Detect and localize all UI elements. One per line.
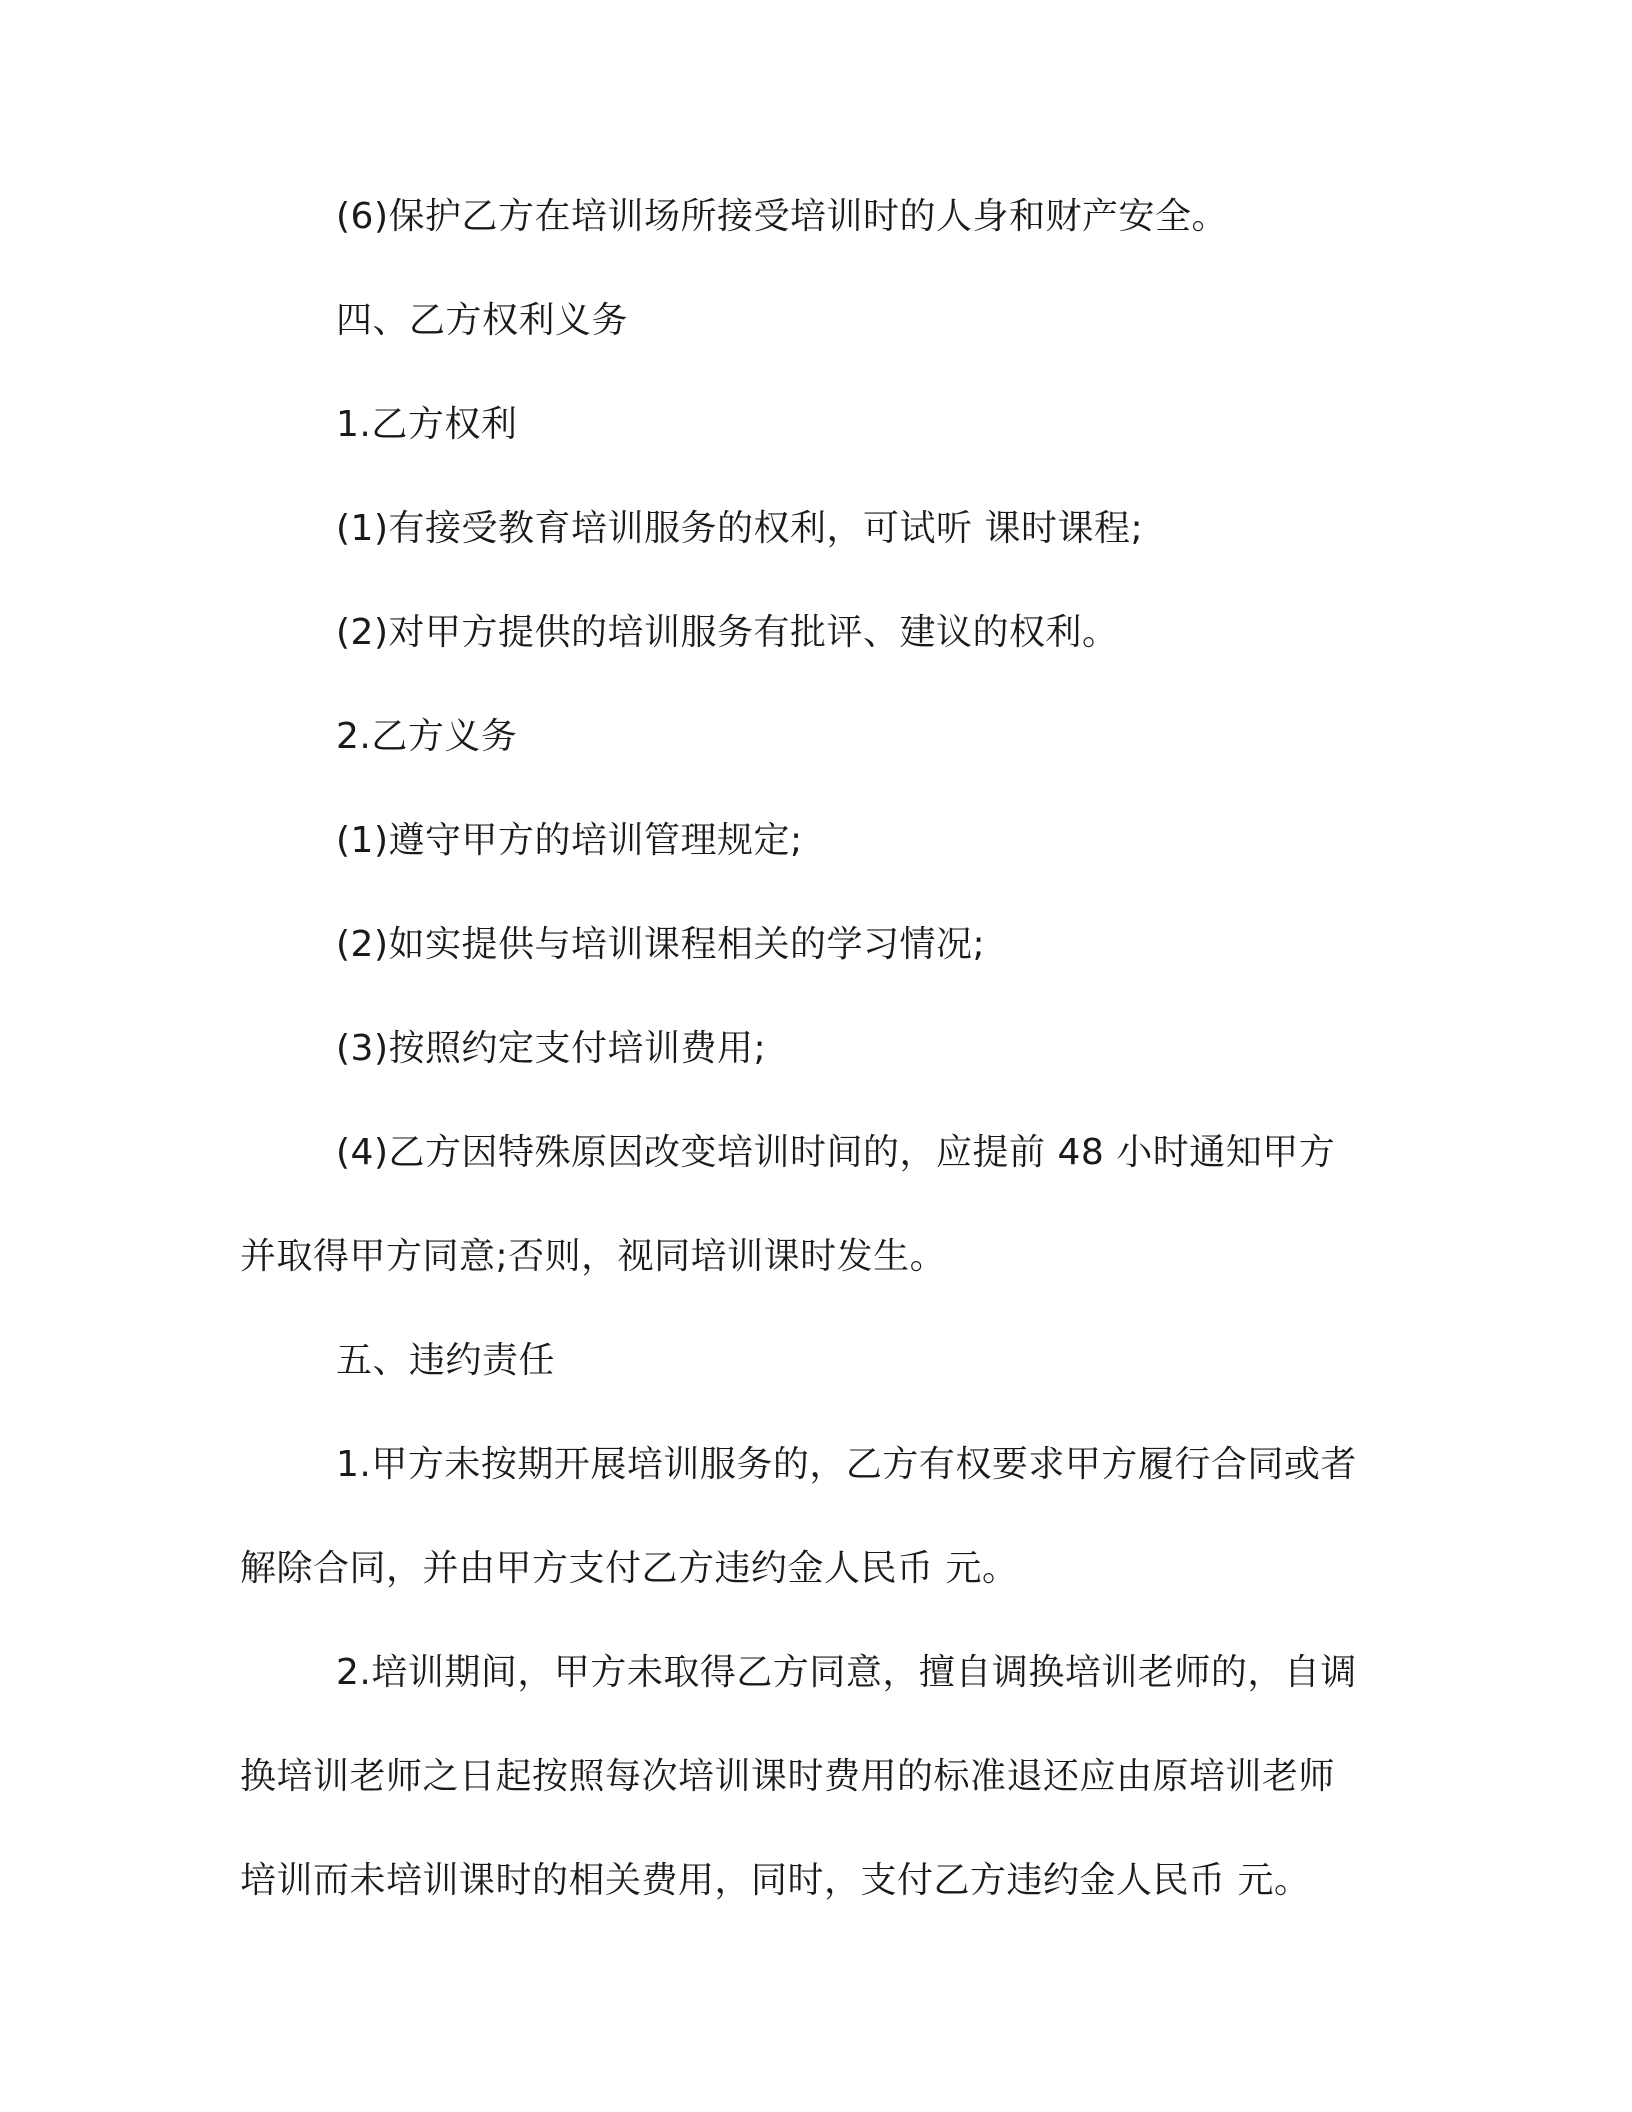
paragraph-right-1: (1)有接受教育培训服务的权利，可试听 课时课程; [336,508,1144,549]
paragraph-obligation-1: (1)遵守甲方的培训管理规定; [336,820,803,861]
subheading-obligations: 2.乙方义务 [336,716,518,757]
paragraph-obligation-2: (2)如实提供与培训课程相关的学习情况; [336,924,986,965]
section-heading-5: 五、违约责任 [336,1340,556,1381]
subheading-rights: 1.乙方权利 [336,404,518,445]
paragraph-liability-1: 1.甲方未按期开展培训服务的，乙方有权要求甲方履行合同或者解除合同，并由甲方支付乙方违约金人民币 元。 [240,1444,1357,1589]
paragraph-right-2: (2)对甲方提供的培训服务有批评、建议的权利。 [336,612,1119,653]
paragraph-obligation-3: (3)按照约定支付培训费用; [336,1028,767,1069]
section-heading-4: 四、乙方权利义务 [336,300,629,341]
paragraph-obligation-4: (4)乙方因特殊原因改变培训时间的，应提前 48 小时通知甲方并取得甲方同意;否则，视同培训课时发生。 [240,1132,1336,1277]
paragraph-6-safety: (6)保护乙方在培训场所接受培训时的人身和财产安全。 [336,196,1228,237]
paragraph-liability-2: 2.培训期间，甲方未取得乙方同意，擅自调换培训老师的，自调换培训老师之日起按照每次培训课时费用的标准退还应由原培训老师培训而未培训课时的相关费用，同时，支付乙方违约金人民币 元。 [240,1652,1357,1901]
